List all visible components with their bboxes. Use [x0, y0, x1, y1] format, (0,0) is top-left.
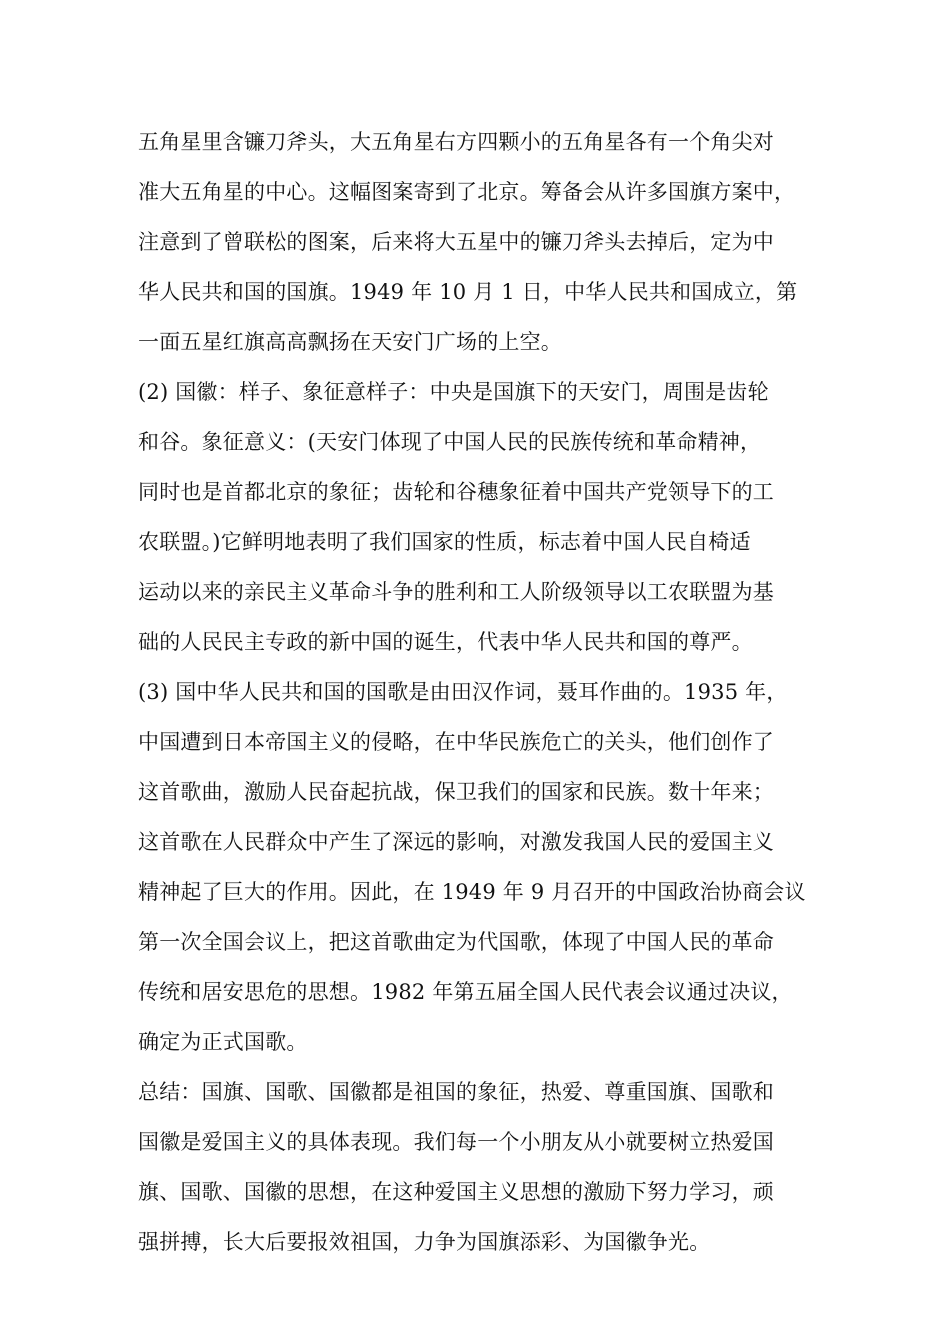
text-line: 总结：国旗、国歌、国徽都是祖国的象征，热爱、尊重国旗、国歌和 — [138, 1080, 774, 1104]
text-line: 这首歌在人民群众中产生了深远的影响，对激发我国人民的爱国主义 — [138, 830, 774, 854]
text-line: 五角星里含镰刀斧头，大五角星右方四颗小的五角星各有一个角尖对 — [138, 130, 774, 154]
text-line: 础的人民民主专政的新中国的诞生，代表中华人民共和国的尊严。 — [138, 630, 753, 654]
text-line: 中国遭到日本帝国主义的侵略，在中华民族危亡的关头，他们创作了 — [138, 730, 774, 754]
text-line: 同时也是首都北京的象征；齿轮和谷穗象征着中国共产党领导下的工 — [138, 480, 774, 504]
text-line: 第一次全国会议上，把这首歌曲定为代国歌，体现了中国人民的革命 — [138, 930, 774, 954]
text-line: (3) 国中华人民共和国的国歌是由田汉作词，聂耳作曲的。1935 年， — [138, 680, 788, 704]
text-line: 确定为正式国歌。 — [138, 1030, 308, 1054]
text-line: 注意到了曾联松的图案，后来将大五星中的镰刀斧头去掉后，定为中 — [138, 230, 774, 254]
text-line: 这首歌曲，激励人民奋起抗战，保卫我们的国家和民族。数十年来； — [138, 780, 774, 804]
text-line: 精神起了巨大的作用。因此，在 1949 年 9 月召开的中国政治协商会议 — [138, 880, 806, 904]
text-line: 运动以来的亲民主义革命斗争的胜利和工人阶级领导以工农联盟为基 — [138, 580, 774, 604]
text-line: 强拼搏，长大后要报效祖国，力争为国旗添彩、为国徽争光。 — [138, 1230, 711, 1254]
text-line: 一面五星红旗高高飘扬在天安门广场的上空。 — [138, 330, 562, 354]
text-line: 准大五角星的中心。这幅图案寄到了北京。筹备会从许多国旗方案中， — [138, 180, 796, 204]
text-line: 农联盟。)它鲜明地表明了我们国家的性质，标志着中国人民自椅适 — [138, 530, 751, 554]
text-line: 和谷。象征意义：(天安门体现了中国人民的民族传统和革命精神， — [138, 430, 762, 454]
text-line: (2) 国徽：样子、象征意样子：中央是国旗下的天安门，周围是齿轮 — [138, 380, 769, 404]
text-line: 华人民共和国的国旗。1949 年 10 月 1 日，中华人民共和国成立，第 — [138, 280, 798, 304]
text-line: 传统和居安思危的思想。1982 年第五届全国人民代表会议通过决议， — [138, 980, 793, 1004]
text-line: 旗、国歌、国徽的思想，在这种爱国主义思想的激励下努力学习，顽 — [138, 1180, 774, 1204]
text-line: 国徽是爱国主义的具体表现。我们每一个小朋友从小就要树立热爱国 — [138, 1130, 774, 1154]
